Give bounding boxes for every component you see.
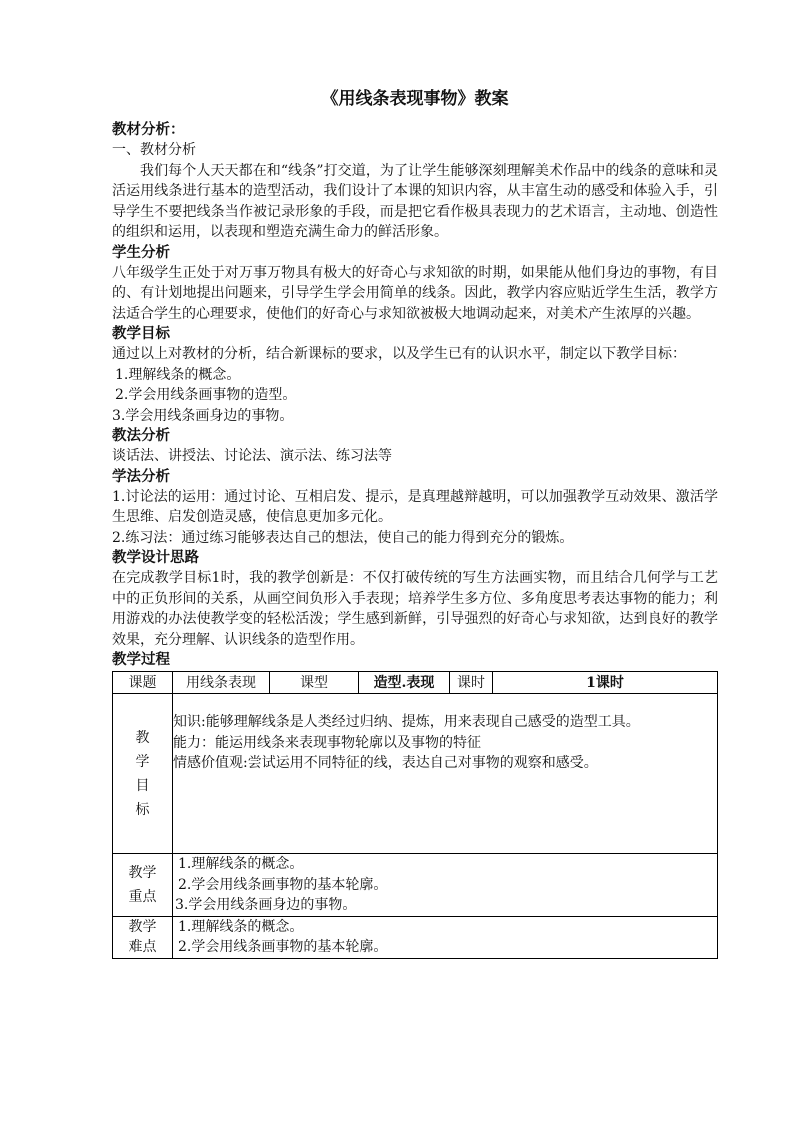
type-label: 课型 bbox=[270, 672, 359, 694]
row-content bbox=[173, 916, 718, 958]
label-line: 重点 bbox=[128, 888, 157, 905]
section-paragraph: 谈话法、讲授法、讨论法、演示法、练习法等 bbox=[112, 448, 392, 464]
section-goals bbox=[112, 324, 718, 426]
topic-label: 课题 bbox=[113, 672, 173, 694]
content-line: 1.理解线条的概念。 bbox=[178, 918, 304, 935]
list-item: 1.理解线条的概念。 bbox=[115, 366, 241, 383]
label-line: 教学 bbox=[128, 919, 157, 935]
label-char: 标 bbox=[135, 801, 150, 818]
label-char: 教 bbox=[135, 729, 150, 746]
type-value: 造型.表现 bbox=[359, 672, 450, 694]
row-label bbox=[113, 854, 173, 917]
hours-label: 课时 bbox=[450, 672, 493, 694]
section-design bbox=[112, 548, 718, 650]
section-heading: 教学目标 bbox=[112, 325, 170, 342]
section-heading-process: 教学过程 bbox=[112, 651, 170, 668]
section-heading: 教学设计思路 bbox=[112, 549, 199, 566]
section-student bbox=[112, 243, 718, 325]
content-line: 2.学会用线条画事物的基本轮廓。 bbox=[178, 939, 388, 955]
content-line: 3.学会用线条画身边的事物。 bbox=[175, 897, 357, 913]
content-line: 情感价值观:尝试运用不同特征的线，表达自己对事物的观察和感受。 bbox=[173, 755, 598, 771]
row-label bbox=[113, 916, 173, 958]
list-item: 1.讨论法的运用：通过讨论、互相启发、提示，是真理越辩越明，可以加强教学互动效果、激活学生思维、启发创造灵感，使信息更加多元化。 bbox=[112, 488, 718, 525]
content-line: 2.学会用线条画事物的基本轮廓。 bbox=[178, 876, 388, 893]
section-subheading: 一、教材分析 bbox=[112, 142, 196, 158]
table-header-row bbox=[113, 672, 718, 694]
lesson-plan-table bbox=[112, 671, 718, 959]
label-char: 目 bbox=[135, 777, 150, 794]
section-material bbox=[112, 120, 718, 243]
section-paragraph: 通过以上对教材的分析，结合新课标的要求，以及学生已有的认识水平，制定以下教学目标： bbox=[112, 346, 686, 362]
table-row-difficulties bbox=[113, 916, 718, 958]
label-line: 难点 bbox=[128, 939, 157, 955]
section-heading: 教材分析： bbox=[112, 121, 185, 138]
content-line: 知识:能够理解线条是人类经过归纳、提炼，用来表现自己感受的造型工具。 bbox=[173, 714, 640, 730]
label-line: 教学 bbox=[128, 864, 157, 881]
document-title: 《用线条表现事物》教案 bbox=[321, 89, 509, 109]
list-item: 3.学会用线条画身边的事物。 bbox=[112, 407, 294, 424]
table-row-goals bbox=[113, 694, 718, 854]
document-page bbox=[112, 88, 718, 959]
hours-value: 1课时 bbox=[493, 672, 718, 694]
section-paragraph: 八年级学生正处于对万事万物具有极大的好奇心与求知欲的时期，如果能从他们身边的事物，有目的、有计划地提出问题来，引导学生学会用简单的线条。因此，教学内容应贴近学生生活，教学方法适合学生的心理要求，使他们的好奇心与求知欲被极大地调动起来，对美术产生浓厚的兴趣。 bbox=[112, 264, 718, 322]
section-heading: 学生分析 bbox=[112, 243, 170, 261]
label-char: 学 bbox=[135, 753, 150, 770]
row-label bbox=[113, 694, 173, 854]
content-line: 1.理解线条的概念。 bbox=[178, 856, 304, 872]
content-line: 能力：能运用线条来表现事物轮廓以及事物的特征 bbox=[173, 734, 481, 751]
section-heading: 教法分析 bbox=[112, 427, 170, 444]
list-item: 2.练习法：通过练习能够表达自己的想法，使自己的能力得到充分的锻炼。 bbox=[112, 529, 574, 546]
section-paragraph: 在完成教学目标1时，我的教学创新是：不仅打破传统的写生方法画实物，而且结合几何学与工艺中的正负形间的关系，从画空间负形入手表现；培养学生多方位、多角度思考表达事物的能力；利用游戏的办法使教学变的轻松活泼；学生感到新鲜，引导强烈的好奇心与求知欲，达到良好的教学效果，充分理解、认识线条的造型作用。 bbox=[112, 570, 718, 648]
section-learning-method bbox=[112, 467, 718, 549]
row-content bbox=[173, 694, 718, 854]
topic-value: 用线条表现 bbox=[173, 672, 270, 694]
section-paragraph: 我们每个人天天都在和“线条”打交道，为了让学生能够深刻理解美术作品中的线条的意味和灵活运用线条进行基本的造型活动，我们设计了本课的知识内容，从丰富生动的感受和体验入手，引导学生不要把线条当作被记录形象的手段，而是把它看作极具表现力的艺术语言，主动地、创造性的组织和运用，以表现和塑造充满生命力的鲜活形象。 bbox=[112, 162, 718, 240]
list-item: 2.学会用线条画事物的造型。 bbox=[115, 387, 297, 403]
table-row-key-points bbox=[113, 854, 718, 917]
section-heading: 学法分析 bbox=[112, 467, 170, 485]
row-content bbox=[173, 854, 718, 917]
section-teaching-method bbox=[112, 426, 718, 467]
